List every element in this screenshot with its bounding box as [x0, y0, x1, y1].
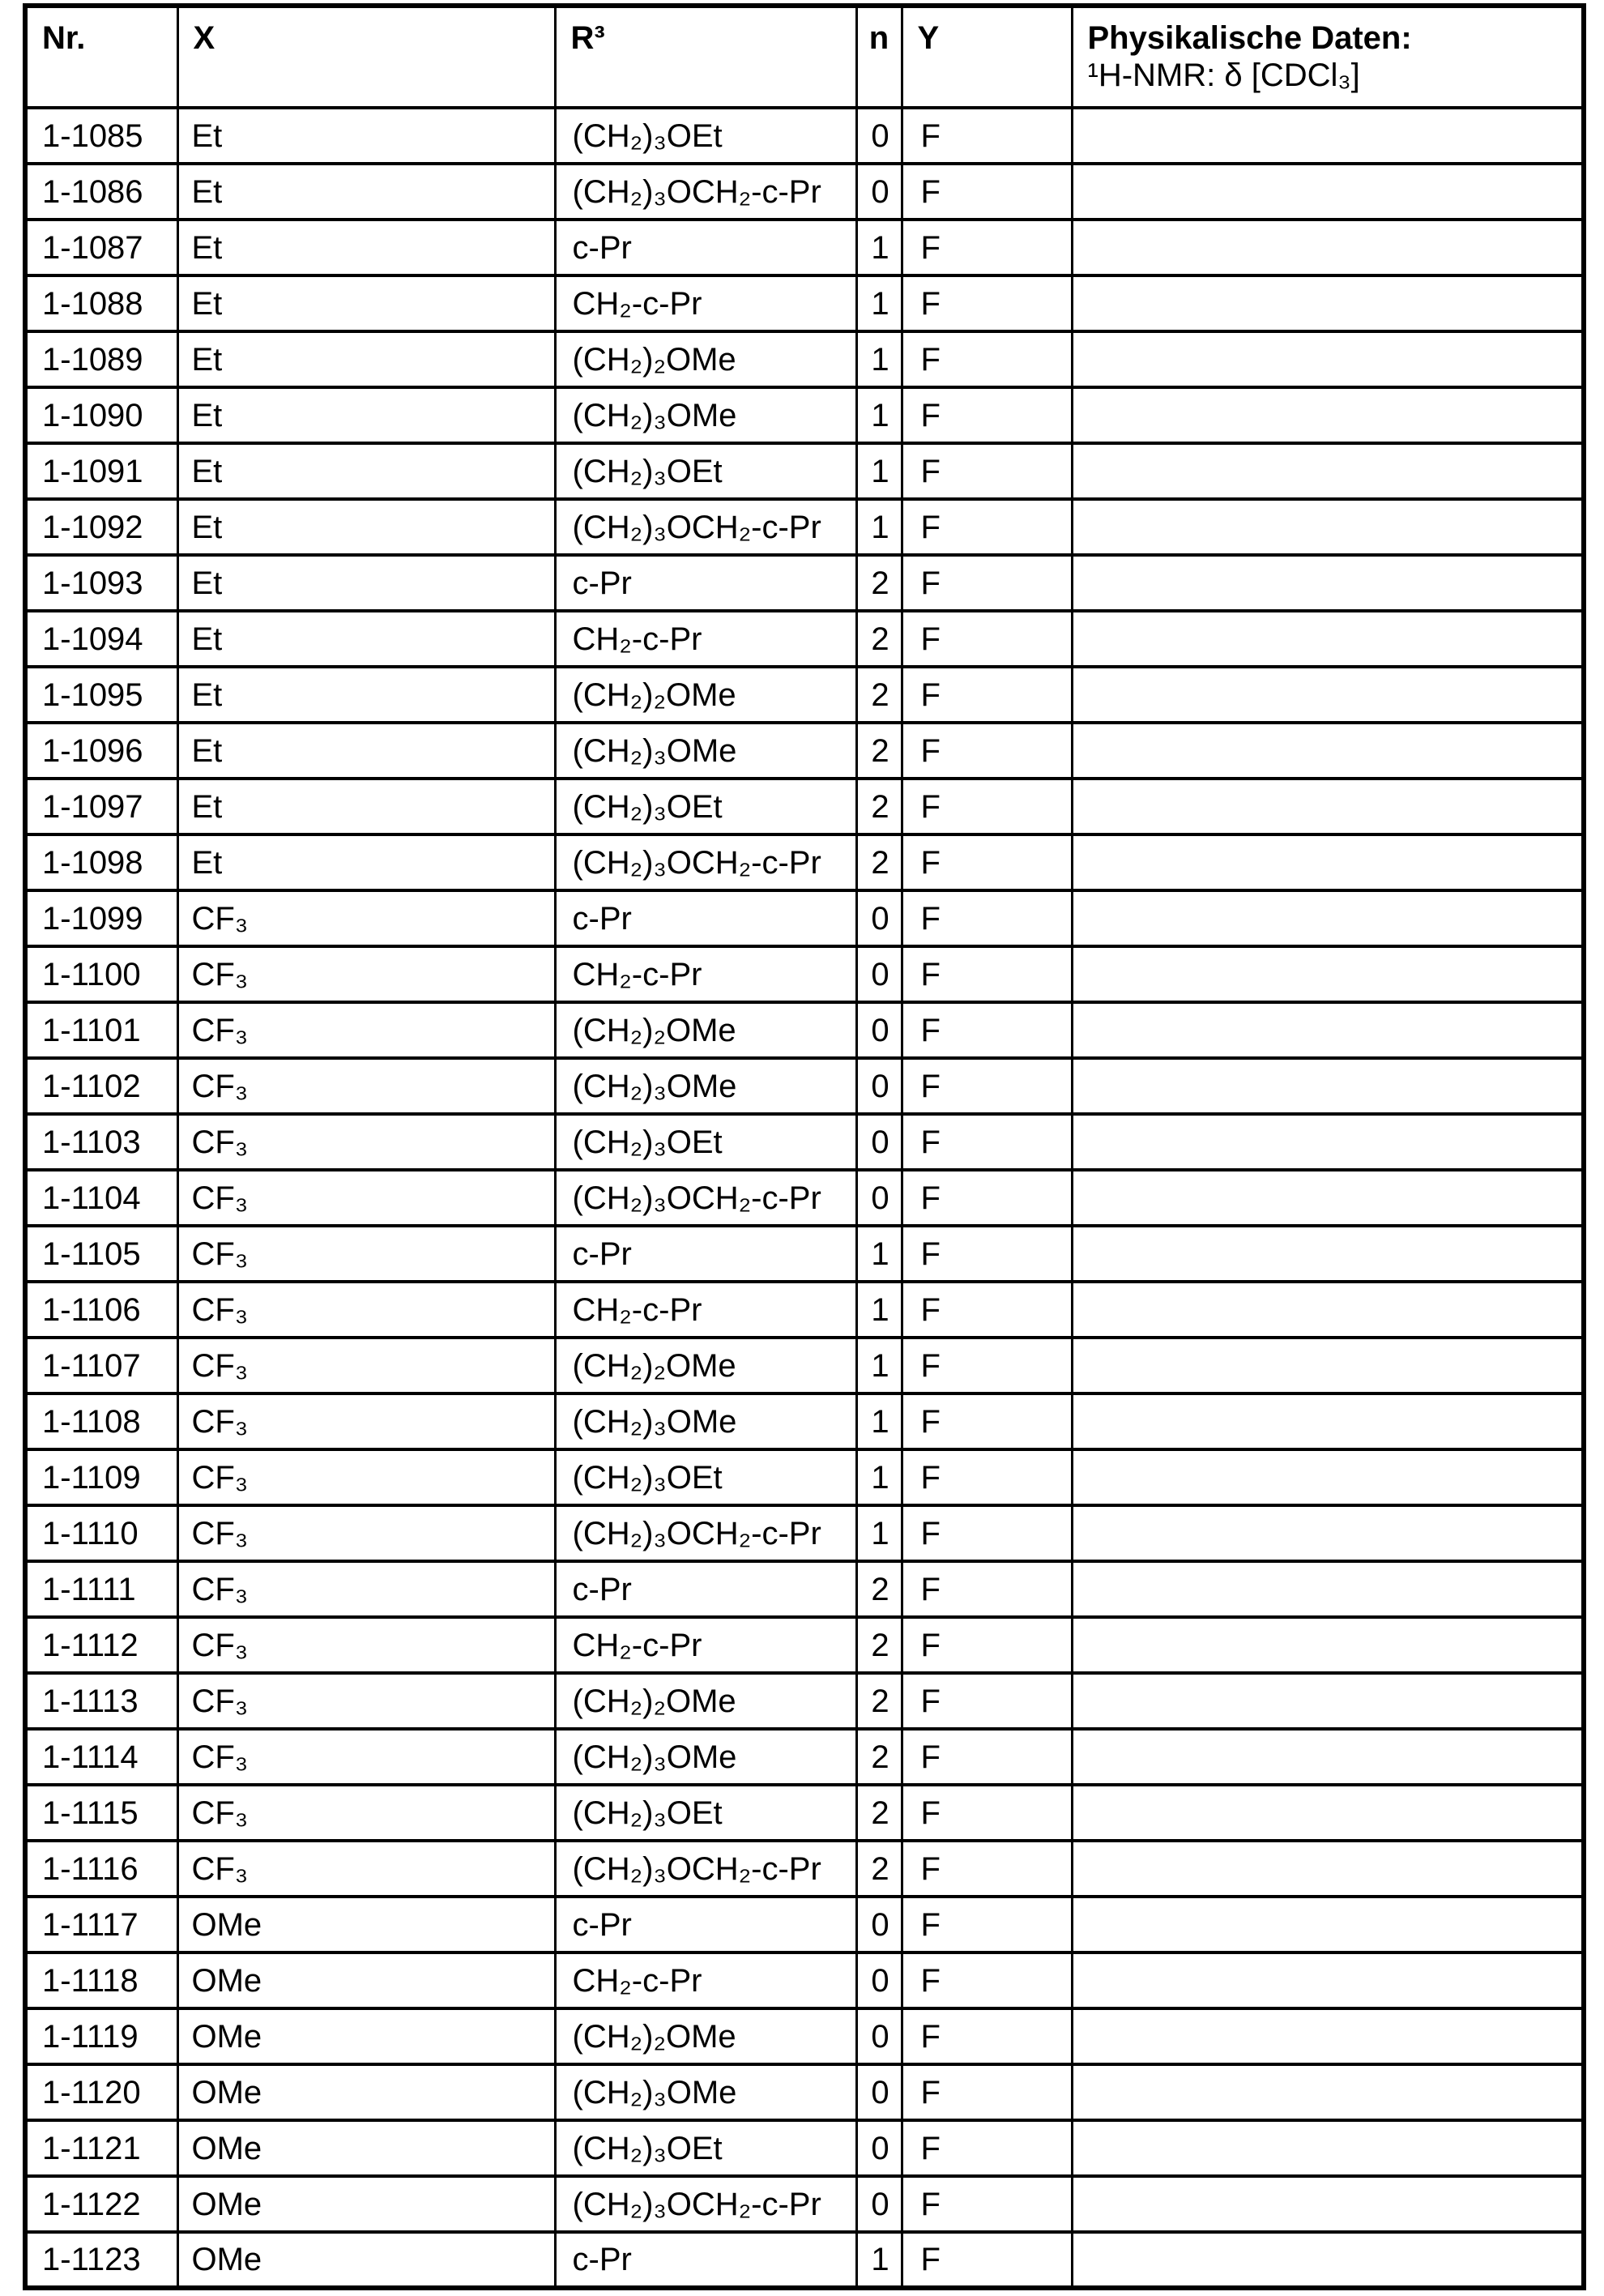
cell-r3: c-Pr	[555, 220, 856, 275]
table-row	[25, 1505, 1584, 1561]
table-row	[25, 1952, 1584, 2008]
table-row	[25, 1673, 1584, 1729]
cell-n: 0	[856, 2008, 902, 2064]
cell-x: CF₃	[177, 1393, 555, 1449]
cell-y: F	[902, 1561, 1072, 1617]
cell-n: 0	[856, 1058, 902, 1114]
cell-r3: (CH₂)₃OEt	[555, 1114, 856, 1170]
cell-y: F	[902, 1338, 1072, 1393]
cell-y: F	[902, 1282, 1072, 1338]
cell-r3: (CH₂)₃OCH₂-c-Pr	[555, 2176, 856, 2232]
cell-physikalische-daten	[1072, 555, 1584, 611]
cell-x: CF₃	[177, 1841, 555, 1897]
cell-x: OMe	[177, 1897, 555, 1952]
cell-n: 0	[856, 2176, 902, 2232]
header-r3: R³	[555, 6, 856, 108]
cell-physikalische-daten	[1072, 1338, 1584, 1393]
cell-n: 1	[856, 2232, 902, 2288]
cell-physikalische-daten	[1072, 1729, 1584, 1785]
cell-y: F	[902, 555, 1072, 611]
cell-n: 0	[856, 1114, 902, 1170]
cell-y: F	[902, 1226, 1072, 1282]
cell-y: F	[902, 1002, 1072, 1058]
cell-y: F	[902, 1393, 1072, 1449]
cell-nr: 1-1104	[25, 1170, 177, 1226]
cell-physikalische-daten	[1072, 1505, 1584, 1561]
cell-x: CF₃	[177, 1617, 555, 1673]
cell-y: F	[902, 164, 1072, 220]
cell-nr: 1-1092	[25, 499, 177, 555]
cell-nr: 1-1088	[25, 275, 177, 331]
table-row	[25, 890, 1584, 946]
cell-x: Et	[177, 555, 555, 611]
table-row	[25, 1561, 1584, 1617]
cell-nr: 1-1116	[25, 1841, 177, 1897]
cell-n: 0	[856, 1897, 902, 1952]
cell-n: 1	[856, 1338, 902, 1393]
table-row	[25, 2120, 1584, 2176]
cell-n: 0	[856, 108, 902, 164]
table-row	[25, 1002, 1584, 1058]
cell-physikalische-daten	[1072, 1785, 1584, 1841]
table-row	[25, 1841, 1584, 1897]
cell-x: CF₃	[177, 946, 555, 1002]
cell-physikalische-daten	[1072, 1561, 1584, 1617]
cell-r3: (CH₂)₂OMe	[555, 1673, 856, 1729]
cell-x: CF₃	[177, 1673, 555, 1729]
cell-physikalische-daten	[1072, 220, 1584, 275]
cell-physikalische-daten	[1072, 275, 1584, 331]
cell-n: 2	[856, 1673, 902, 1729]
table-row	[25, 555, 1584, 611]
cell-x: OMe	[177, 2120, 555, 2176]
cell-r3: (CH₂)₃OCH₂-c-Pr	[555, 1841, 856, 1897]
cell-x: Et	[177, 499, 555, 555]
cell-x: OMe	[177, 2008, 555, 2064]
cell-x: Et	[177, 387, 555, 443]
cell-n: 1	[856, 387, 902, 443]
cell-physikalische-daten	[1072, 2176, 1584, 2232]
cell-physikalische-daten	[1072, 1058, 1584, 1114]
cell-physikalische-daten	[1072, 779, 1584, 834]
cell-n: 0	[856, 946, 902, 1002]
cell-y: F	[902, 1952, 1072, 2008]
table-row	[25, 2064, 1584, 2120]
cell-r3: (CH₂)₃OCH₂-c-Pr	[555, 164, 856, 220]
cell-r3: (CH₂)₃OCH₂-c-Pr	[555, 1505, 856, 1561]
cell-physikalische-daten	[1072, 1002, 1584, 1058]
cell-y: F	[902, 387, 1072, 443]
cell-r3: (CH₂)₃OCH₂-c-Pr	[555, 834, 856, 890]
cell-x: OMe	[177, 1952, 555, 2008]
cell-n: 2	[856, 1785, 902, 1841]
cell-y: F	[902, 1673, 1072, 1729]
cell-r3: (CH₂)₃OEt	[555, 779, 856, 834]
table-row	[25, 1114, 1584, 1170]
cell-r3: (CH₂)₃OMe	[555, 1058, 856, 1114]
cell-y: F	[902, 2008, 1072, 2064]
cell-n: 2	[856, 1729, 902, 1785]
cell-y: F	[902, 1897, 1072, 1952]
cell-r3: (CH₂)₃OCH₂-c-Pr	[555, 499, 856, 555]
cell-nr: 1-1091	[25, 443, 177, 499]
cell-r3: (CH₂)₃OEt	[555, 108, 856, 164]
cell-r3: (CH₂)₃OMe	[555, 387, 856, 443]
cell-r3: CH₂-c-Pr	[555, 611, 856, 667]
cell-physikalische-daten	[1072, 611, 1584, 667]
cell-nr: 1-1086	[25, 164, 177, 220]
cell-n: 2	[856, 1561, 902, 1617]
header-y: Y	[902, 6, 1072, 108]
cell-nr: 1-1122	[25, 2176, 177, 2232]
cell-x: CF₃	[177, 1338, 555, 1393]
cell-x: CF₃	[177, 1561, 555, 1617]
cell-physikalische-daten	[1072, 1170, 1584, 1226]
table-row	[25, 1729, 1584, 1785]
cell-y: F	[902, 779, 1072, 834]
cell-y: F	[902, 275, 1072, 331]
cell-x: CF₃	[177, 1226, 555, 1282]
cell-nr: 1-1110	[25, 1505, 177, 1561]
cell-y: F	[902, 1841, 1072, 1897]
cell-n: 0	[856, 164, 902, 220]
cell-physikalische-daten	[1072, 2064, 1584, 2120]
table-row	[25, 499, 1584, 555]
cell-r3: (CH₂)₂OMe	[555, 331, 856, 387]
cell-n: 0	[856, 1002, 902, 1058]
cell-y: F	[902, 611, 1072, 667]
cell-nr: 1-1097	[25, 779, 177, 834]
cell-x: CF₃	[177, 1002, 555, 1058]
cell-nr: 1-1111	[25, 1561, 177, 1617]
cell-nr: 1-1103	[25, 1114, 177, 1170]
table-row	[25, 1617, 1584, 1673]
cell-physikalische-daten	[1072, 946, 1584, 1002]
cell-physikalische-daten	[1072, 499, 1584, 555]
cell-n: 2	[856, 779, 902, 834]
cell-r3: (CH₂)₃OEt	[555, 443, 856, 499]
cell-r3: (CH₂)₃OMe	[555, 1393, 856, 1449]
cell-r3: (CH₂)₂OMe	[555, 1338, 856, 1393]
cell-r3: c-Pr	[555, 1561, 856, 1617]
cell-x: Et	[177, 108, 555, 164]
cell-n: 2	[856, 667, 902, 723]
cell-y: F	[902, 2064, 1072, 2120]
table-row	[25, 443, 1584, 499]
cell-n: 1	[856, 1226, 902, 1282]
cell-n: 1	[856, 1282, 902, 1338]
cell-nr: 1-1117	[25, 1897, 177, 1952]
cell-physikalische-daten	[1072, 1449, 1584, 1505]
cell-x: CF₃	[177, 1058, 555, 1114]
cell-x: Et	[177, 443, 555, 499]
cell-n: 0	[856, 2120, 902, 2176]
cell-y: F	[902, 834, 1072, 890]
cell-physikalische-daten	[1072, 1393, 1584, 1449]
cell-r3: CH₂-c-Pr	[555, 946, 856, 1002]
cell-x: CF₃	[177, 890, 555, 946]
cell-x: Et	[177, 164, 555, 220]
table-row	[25, 1226, 1584, 1282]
cell-n: 2	[856, 1841, 902, 1897]
cell-r3: c-Pr	[555, 1897, 856, 1952]
cell-y: F	[902, 108, 1072, 164]
cell-nr: 1-1085	[25, 108, 177, 164]
cell-physikalische-daten	[1072, 2008, 1584, 2064]
cell-physikalische-daten	[1072, 1952, 1584, 2008]
cell-r3: (CH₂)₂OMe	[555, 2008, 856, 2064]
cell-y: F	[902, 2176, 1072, 2232]
cell-physikalische-daten	[1072, 667, 1584, 723]
cell-y: F	[902, 1058, 1072, 1114]
cell-n: 1	[856, 275, 902, 331]
cell-r3: (CH₂)₃OMe	[555, 1729, 856, 1785]
table-row	[25, 1449, 1584, 1505]
cell-n: 1	[856, 1393, 902, 1449]
cell-x: CF₃	[177, 1170, 555, 1226]
cell-nr: 1-1100	[25, 946, 177, 1002]
cell-r3: CH₂-c-Pr	[555, 1617, 856, 1673]
cell-y: F	[902, 2120, 1072, 2176]
cell-r3: (CH₂)₃OEt	[555, 1785, 856, 1841]
cell-physikalische-daten	[1072, 1617, 1584, 1673]
cell-r3: CH₂-c-Pr	[555, 1952, 856, 2008]
table-row	[25, 834, 1584, 890]
cell-nr: 1-1115	[25, 1785, 177, 1841]
table-row	[25, 611, 1584, 667]
cell-nr: 1-1087	[25, 220, 177, 275]
cell-y: F	[902, 667, 1072, 723]
cell-n: 2	[856, 723, 902, 779]
cell-physikalische-daten	[1072, 723, 1584, 779]
cell-n: 2	[856, 1617, 902, 1673]
cell-x: Et	[177, 611, 555, 667]
cell-r3: (CH₂)₃OEt	[555, 1449, 856, 1505]
cell-n: 0	[856, 2064, 902, 2120]
cell-y: F	[902, 1114, 1072, 1170]
cell-nr: 1-1102	[25, 1058, 177, 1114]
table-row	[25, 1282, 1584, 1338]
cell-r3: (CH₂)₃OMe	[555, 2064, 856, 2120]
cell-n: 1	[856, 499, 902, 555]
cell-x: Et	[177, 834, 555, 890]
cell-n: 1	[856, 443, 902, 499]
cell-nr: 1-1106	[25, 1282, 177, 1338]
table-row	[25, 387, 1584, 443]
cell-physikalische-daten	[1072, 1282, 1584, 1338]
cell-x: CF₃	[177, 1785, 555, 1841]
cell-nr: 1-1093	[25, 555, 177, 611]
cell-nr: 1-1118	[25, 1952, 177, 2008]
cell-x: Et	[177, 331, 555, 387]
header-x: X	[177, 6, 555, 108]
cell-r3: CH₂-c-Pr	[555, 275, 856, 331]
cell-nr: 1-1123	[25, 2232, 177, 2288]
cell-nr: 1-1105	[25, 1226, 177, 1282]
cell-physikalische-daten	[1072, 331, 1584, 387]
cell-x: Et	[177, 220, 555, 275]
table-body	[25, 108, 1584, 2288]
cell-physikalische-daten	[1072, 164, 1584, 220]
cell-y: F	[902, 723, 1072, 779]
header-row	[25, 6, 1584, 108]
cell-physikalische-daten	[1072, 2120, 1584, 2176]
cell-r3: (CH₂)₃OCH₂-c-Pr	[555, 1170, 856, 1226]
cell-x: OMe	[177, 2064, 555, 2120]
compound-table	[23, 3, 1586, 2290]
cell-physikalische-daten	[1072, 108, 1584, 164]
cell-nr: 1-1114	[25, 1729, 177, 1785]
cell-physikalische-daten	[1072, 1673, 1584, 1729]
cell-r3: (CH₂)₂OMe	[555, 667, 856, 723]
cell-nr: 1-1109	[25, 1449, 177, 1505]
table-row	[25, 1338, 1584, 1393]
cell-n: 1	[856, 1505, 902, 1561]
cell-n: 0	[856, 890, 902, 946]
cell-nr: 1-1108	[25, 1393, 177, 1449]
table-row	[25, 723, 1584, 779]
cell-physikalische-daten	[1072, 1114, 1584, 1170]
cell-n: 1	[856, 1449, 902, 1505]
cell-y: F	[902, 1505, 1072, 1561]
cell-r3: c-Pr	[555, 1226, 856, 1282]
cell-y: F	[902, 443, 1072, 499]
cell-nr: 1-1094	[25, 611, 177, 667]
cell-n: 0	[856, 1170, 902, 1226]
cell-n: 2	[856, 555, 902, 611]
table-row	[25, 331, 1584, 387]
cell-r3: (CH₂)₃OMe	[555, 723, 856, 779]
cell-y: F	[902, 499, 1072, 555]
table-row	[25, 220, 1584, 275]
cell-n: 0	[856, 1952, 902, 2008]
table-row	[25, 946, 1584, 1002]
header-n: n	[856, 6, 902, 108]
cell-nr: 1-1096	[25, 723, 177, 779]
cell-x: OMe	[177, 2176, 555, 2232]
cell-r3: c-Pr	[555, 890, 856, 946]
table-row	[25, 2176, 1584, 2232]
cell-y: F	[902, 2232, 1072, 2288]
cell-x: Et	[177, 779, 555, 834]
cell-nr: 1-1095	[25, 667, 177, 723]
table-row	[25, 1170, 1584, 1226]
cell-r3: c-Pr	[555, 555, 856, 611]
header-phys-line2: ¹H-NMR: δ [CDCl₃]	[1087, 58, 1360, 93]
cell-r3: (CH₂)₂OMe	[555, 1002, 856, 1058]
cell-nr: 1-1112	[25, 1617, 177, 1673]
cell-nr: 1-1090	[25, 387, 177, 443]
cell-nr: 1-1119	[25, 2008, 177, 2064]
cell-r3: c-Pr	[555, 2232, 856, 2288]
cell-y: F	[902, 890, 1072, 946]
cell-physikalische-daten	[1072, 1897, 1584, 1952]
cell-n: 2	[856, 611, 902, 667]
table-row	[25, 779, 1584, 834]
cell-x: CF₃	[177, 1729, 555, 1785]
table-row	[25, 1058, 1584, 1114]
cell-nr: 1-1101	[25, 1002, 177, 1058]
cell-y: F	[902, 1729, 1072, 1785]
cell-nr: 1-1113	[25, 1673, 177, 1729]
cell-nr: 1-1121	[25, 2120, 177, 2176]
cell-y: F	[902, 1170, 1072, 1226]
table-row	[25, 1897, 1584, 1952]
cell-r3: (CH₂)₃OEt	[555, 2120, 856, 2176]
cell-x: Et	[177, 275, 555, 331]
cell-r3: CH₂-c-Pr	[555, 1282, 856, 1338]
cell-x: OMe	[177, 2232, 555, 2288]
cell-physikalische-daten	[1072, 890, 1584, 946]
table-row	[25, 2232, 1584, 2288]
cell-n: 1	[856, 220, 902, 275]
cell-x: CF₃	[177, 1282, 555, 1338]
cell-nr: 1-1089	[25, 331, 177, 387]
cell-x: CF₃	[177, 1114, 555, 1170]
table-header	[25, 6, 1584, 108]
cell-y: F	[902, 331, 1072, 387]
table-row	[25, 164, 1584, 220]
cell-y: F	[902, 946, 1072, 1002]
cell-x: CF₃	[177, 1505, 555, 1561]
cell-nr: 1-1120	[25, 2064, 177, 2120]
cell-nr: 1-1099	[25, 890, 177, 946]
cell-y: F	[902, 1617, 1072, 1673]
cell-physikalische-daten	[1072, 1841, 1584, 1897]
table-row	[25, 1785, 1584, 1841]
cell-physikalische-daten	[1072, 1226, 1584, 1282]
cell-y: F	[902, 1449, 1072, 1505]
table-row	[25, 1393, 1584, 1449]
table-row	[25, 275, 1584, 331]
header-physikalische-daten	[1072, 6, 1584, 108]
cell-nr: 1-1098	[25, 834, 177, 890]
table-row	[25, 108, 1584, 164]
table-row	[25, 667, 1584, 723]
cell-physikalische-daten	[1072, 387, 1584, 443]
cell-x: Et	[177, 723, 555, 779]
header-nr: Nr.	[25, 6, 177, 108]
header-phys-line1: Physikalische Daten:	[1087, 20, 1412, 56]
cell-x: Et	[177, 667, 555, 723]
cell-physikalische-daten	[1072, 2232, 1584, 2288]
cell-y: F	[902, 1785, 1072, 1841]
cell-physikalische-daten	[1072, 443, 1584, 499]
table-row	[25, 2008, 1584, 2064]
cell-y: F	[902, 220, 1072, 275]
cell-x: CF₃	[177, 1449, 555, 1505]
cell-n: 2	[856, 834, 902, 890]
cell-nr: 1-1107	[25, 1338, 177, 1393]
cell-n: 1	[856, 331, 902, 387]
cell-physikalische-daten	[1072, 834, 1584, 890]
